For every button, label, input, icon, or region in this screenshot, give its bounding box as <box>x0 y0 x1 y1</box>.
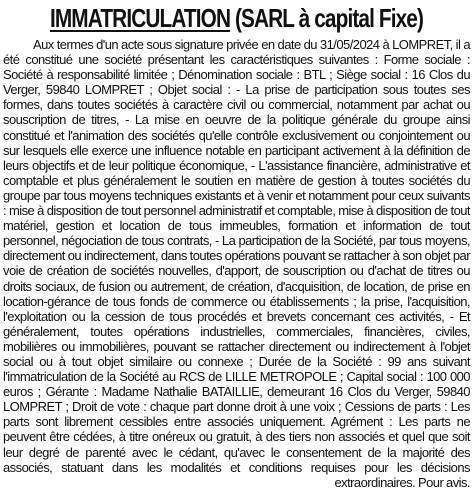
notice-title-rest: (SARL à capital Fixe) <box>230 3 424 33</box>
notice-title-underlined: IMMATRICULATION <box>49 3 231 33</box>
notice-title <box>50 0 424 34</box>
notice-body: Aux termes d'un acte sous signature privée en date du 31/05/2024 à LOMPRET, il a été constitué une société présentant les caractéristiques suivantes : Forme sociale : Société à responsabilité limitée ; Dénomination sociale : BTL ; Siège social : 16 Clos du Verger, 59840 LOMPRET ; Objet social : - La prise de participation sous toutes ses formes, dans toutes sociétés à caractère civil ou commercial, notamment par achat ou souscription de titres, - La mise en oeuvre de la politique générale du groupe ainsi constitué et l'animation des sociétés qu'elle contrôle exclusivement ou conjointement ou sur lesquels elle exerce une influence notable en participant activement à la définition de leurs objectifs et de leur politique économique, - L'assistance financière, administrative et comptable et plus généralement le soutien en matière de gestion à toutes sociétés du groupe par tous moyens techniques existants et à venir et notamment pour ceux suivants : mise à disposition de tout personnel administratif et comptable, mise à disposition de tout matériel, gestion et location de tous immeubles, formation et information de tout personnel, négociation de tous contrats, - La participation de la Société, par tous moyens, directement ou indirectement, dans toutes opérations pouvant se rattacher à son objet par voie de création de sociétés nouvelles, d'apport, de souscription ou d'achat de titres ou droits sociaux, de fusion ou autrement, de création, d'acquisition, de location, de prise en location-gérance de tous fonds de commerce ou établissements ; la prise, l'acquisition, l'exploitation ou la cession de tous procédés et brevets concernant ces activités, - Et généralement, toutes opérations industrielles, commerciales, financières, civiles, mobilières ou immobilières, pouvant se rattacher directement ou indirectement à l'objet social ou à tout objet similaire ou connexe ; Durée de la Société : 99 ans suivant l'immatriculation de la Société au RCS de LILLE METROPOLE ; Capital social : 100 000 euros ; Gérante : Madame Nathalie BATAILLIE, demeurant 16 Clos du Verger, 59840 LOMPRET ; Droit de vote : chaque part donne droit à une voix ; Cessions de parts : Les parts sont librement cessibles entre associés uniquement. Agrément : Les parts ne peuvent être cédées, à titre onéreux ou gratuit, à des tiers non associés et quel que soit leur degré de parenté avec le cédant, qu'avec le consentement de la majorité des associés, statuant dans les modalités et conditions requises pour les décisions extraordinaires. Pour avis. <box>3 37 470 490</box>
